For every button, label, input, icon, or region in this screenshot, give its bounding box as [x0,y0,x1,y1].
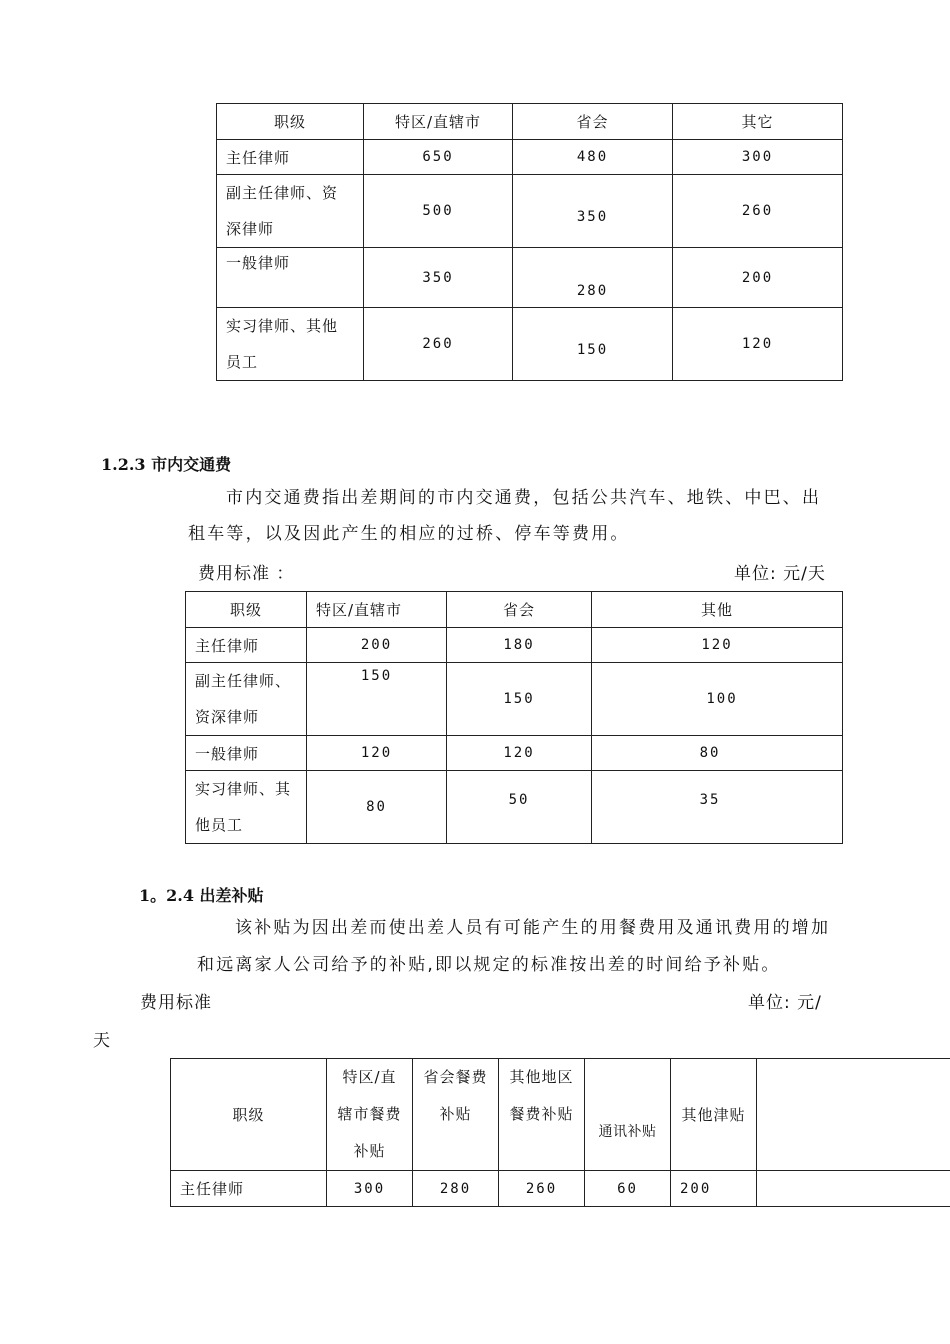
cell-value: 35 [592,771,843,844]
header-provincial-capital: 省会 [513,104,673,140]
row-level [217,308,364,381]
cell-value: 480 [513,140,673,175]
header-special-zone: 特区/直辖市 [364,104,513,140]
row-level-line1: 实习律师、其他 [226,317,339,335]
row-level-line1: 实习律师、其 [195,780,292,798]
header-other-allowance: 其他津贴 [671,1059,757,1171]
table-row [171,1171,950,1207]
row-level: 主任律师 [186,628,307,663]
header-blank [757,1059,950,1171]
header-line: 补贴 [439,1105,472,1123]
header-capital-meal [413,1059,499,1171]
section-123-paragraph-line1: 市内交通费指出差期间的市内交通费，包括公共汽车、地铁、中巴、出 [226,488,822,508]
table-travel-allowance [170,1058,950,1207]
header-line: 特区/直 [342,1068,397,1086]
header-level: 职级 [171,1059,327,1171]
row-level: 主任律师 [217,140,364,175]
cell-value: 200 [673,248,843,308]
table-row [217,175,843,248]
cell-value: 200 [307,628,447,663]
header-communication: 通讯补贴 [585,1059,671,1171]
cell-value: 650 [364,140,513,175]
header-line: 餐费补贴 [509,1105,574,1123]
cell-value [757,1171,950,1207]
table-header-row [171,1059,950,1171]
section-123-unit-label: 单位: 元/天 [734,564,826,584]
cell-value: 60 [585,1171,671,1207]
row-level-line2: 他员工 [195,816,244,834]
section-124-standard-label: 费用标准 [140,993,212,1013]
cell-value: 150 [307,663,447,736]
row-level-line2: 员工 [226,353,259,371]
table-row [217,308,843,381]
row-level [186,663,307,736]
cell-value: 500 [364,175,513,248]
section-124-title: 1。2.4 出差补贴 [139,886,264,905]
header-special-zone-meal [327,1059,413,1171]
header-other: 其它 [673,104,843,140]
header-special-zone: 特区/直辖市 [307,592,447,628]
header-provincial-capital: 省会 [447,592,592,628]
table-row [217,140,843,175]
table-header-row [217,104,843,140]
cell-value: 280 [413,1171,499,1207]
table-row [186,736,843,771]
table-lodging [216,103,843,381]
cell-value: 120 [673,308,843,381]
row-level-line2: 资深律师 [195,708,260,726]
header-line: 其他地区 [509,1068,574,1086]
table-row [186,771,843,844]
row-level-line2: 深律师 [226,220,275,238]
cell-value: 260 [364,308,513,381]
cell-value: 80 [307,771,447,844]
header-line: 省会餐费 [423,1068,488,1086]
cell-value: 80 [592,736,843,771]
row-level: 主任律师 [171,1171,327,1207]
section-124-paragraph-line2: 和远离家人公司给予的补贴,即以规定的标准按出差的时间给予补贴。 [197,955,781,975]
section-123-paragraph-line2: 租车等，以及因此产生的相应的过桥、停车等费用。 [188,524,630,544]
cell-value: 100 [592,663,843,736]
header-line: 补贴 [353,1142,386,1160]
cell-value: 120 [592,628,843,663]
cell-value: 200 [671,1171,757,1207]
header-other-meal [499,1059,585,1171]
header-level: 职级 [217,104,364,140]
cell-value: 180 [447,628,592,663]
cell-value: 50 [447,771,592,844]
row-level-line1: 副主任律师、资 [226,184,339,202]
row-level: 一般律师 [186,736,307,771]
section-124-unit-label: 单位: 元/ [748,993,822,1013]
cell-value: 280 [513,248,673,308]
cell-value: 350 [513,175,673,248]
header-line: 辖市餐费 [337,1105,402,1123]
table-local-transport [185,591,843,844]
header-level: 职级 [186,592,307,628]
cell-value: 350 [364,248,513,308]
table-header-row [186,592,843,628]
table-row [186,628,843,663]
cell-value: 120 [447,736,592,771]
cell-value: 300 [327,1171,413,1207]
row-level-line1: 副主任律师、 [195,672,292,690]
header-other: 其他 [592,592,843,628]
cell-value: 300 [673,140,843,175]
row-level: 一般律师 [217,248,364,308]
table-row [186,663,843,736]
cell-value: 150 [447,663,592,736]
cell-value: 260 [673,175,843,248]
cell-value: 150 [513,308,673,381]
row-level [217,175,364,248]
section-124-paragraph-line1: 该补贴为因出差而使出差人员有可能产生的用餐费用及通讯费用的增加 [235,918,831,938]
table-row [217,248,843,308]
section-123-title: 1.2.3 市内交通费 [101,455,232,474]
section-123-standard-label: 费用标准 ： [198,564,295,584]
section-124-unit-wrap: 天 [93,1031,111,1051]
cell-value: 120 [307,736,447,771]
cell-value: 260 [499,1171,585,1207]
row-level [186,771,307,844]
